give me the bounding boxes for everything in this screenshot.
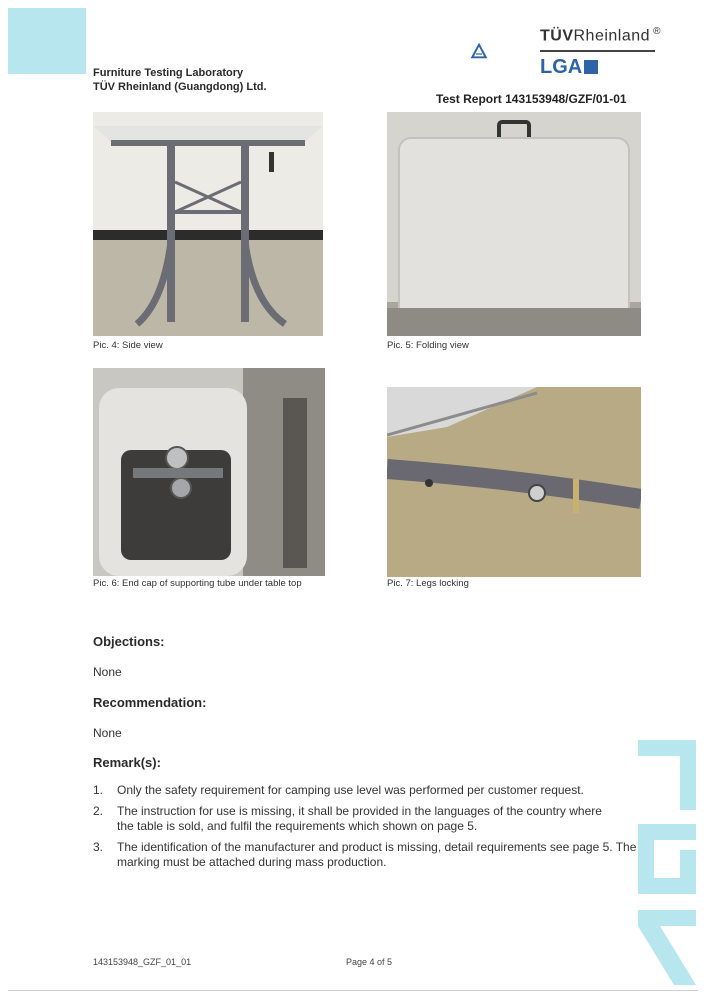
tuv-triangle-logo-icon bbox=[470, 22, 530, 80]
lab-name-line2: TÜV Rheinland (Guangdong) Ltd. bbox=[93, 81, 267, 93]
recommendation-text: None bbox=[93, 726, 122, 740]
objections-text: None bbox=[93, 665, 122, 679]
remark-number: 2. bbox=[93, 804, 104, 818]
recommendation-heading: Recommendation: bbox=[93, 695, 207, 710]
remarks-list bbox=[93, 783, 653, 876]
remark-text: Only the safety requirement for camping use level was performed per customer request. bbox=[117, 783, 584, 797]
remark-number: 1. bbox=[93, 783, 104, 797]
caption-pic4: Pic. 4: Side view bbox=[93, 340, 163, 351]
lga-watermark-icon bbox=[630, 740, 700, 985]
registered-mark: ® bbox=[653, 26, 661, 37]
photo-end-cap bbox=[93, 368, 325, 576]
footer-doc-id: 143153948_GZF_01_01 bbox=[93, 957, 192, 967]
footer-page-number: Page 4 of 5 bbox=[346, 957, 393, 967]
remarks-heading: Remark(s): bbox=[93, 755, 161, 770]
lga-square-icon bbox=[584, 60, 598, 74]
brand-divider bbox=[540, 50, 655, 52]
objections-heading: Objections: bbox=[93, 634, 165, 649]
photo-side-view bbox=[93, 112, 323, 336]
remark-text: The instruction for use is missing, it shall be provided in the languages of the country where the table is sold, and fulfil the requirements which shown on page 5. bbox=[117, 804, 602, 833]
caption-pic7: Pic. 7: Legs locking bbox=[387, 578, 469, 589]
report-number: Test Report 143153948/GZF/01-01 bbox=[436, 92, 627, 106]
brand-name bbox=[540, 26, 661, 45]
remark-number: 3. bbox=[93, 840, 104, 854]
caption-pic5: Pic. 5: Folding view bbox=[387, 340, 469, 351]
lab-name-line1: Furniture Testing Laboratory bbox=[93, 67, 244, 79]
brand-suffix: Rheinland bbox=[573, 27, 651, 45]
remark-item bbox=[93, 783, 653, 798]
footer-divider bbox=[8, 990, 698, 991]
caption-pic6: Pic. 6: End cap of supporting tube under table top bbox=[93, 578, 302, 589]
remark-item bbox=[93, 840, 653, 870]
brand-lga bbox=[540, 56, 598, 79]
remark-text: The identification of the manufacturer and product is missing, detail requirements see page 5. The marking must be attached during mass production. bbox=[117, 840, 637, 869]
brand-prefix: TÜV bbox=[540, 27, 574, 45]
photo-folding-view bbox=[387, 112, 641, 336]
photo-legs-locking bbox=[387, 387, 641, 577]
corner-accent-block bbox=[8, 8, 86, 74]
lab-name bbox=[93, 66, 267, 94]
remark-item bbox=[93, 804, 653, 834]
brand-lga-text: LGA bbox=[540, 56, 583, 78]
